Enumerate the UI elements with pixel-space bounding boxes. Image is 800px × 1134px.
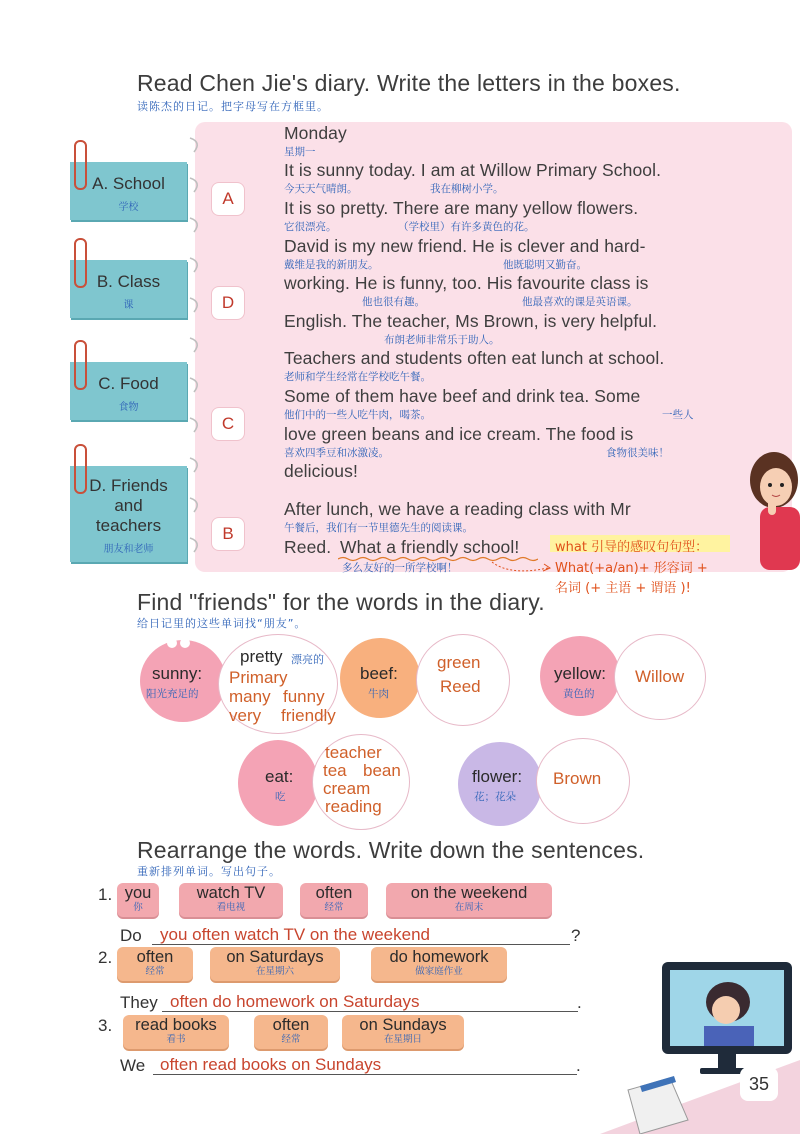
answer-line [162, 1011, 578, 1012]
word-flower-zh: 花；花朵 [474, 791, 516, 803]
item-3-answer[interactable]: often read books on Sundays [160, 1055, 382, 1074]
chip-label: often [136, 948, 174, 966]
diary-line-11-b: What a friendly school! [340, 537, 520, 557]
grammar-note-3: 名词 (+ 主语 + 谓语 )! [555, 581, 691, 596]
item-1-end: ? [571, 926, 581, 945]
tag-friends-line1: D. Friends [89, 476, 168, 495]
answer-line [152, 944, 570, 945]
diary-line-10: After lunch, we have a reading class with Mr [284, 499, 631, 519]
grammar-note-2: What(+a/an)+ 形容词 + [555, 561, 708, 576]
chip-zh: 看电视 [216, 902, 246, 913]
word-chip [123, 1015, 229, 1049]
tag-food [70, 362, 187, 420]
section1-subtitle: 读陈杰的日记。把字母写在方框里。 [137, 100, 329, 113]
diary-line-8: love green beans and ice cream. The food is [284, 424, 634, 444]
binder-rings [186, 130, 206, 570]
grammar-note-1: what 引导的感叹句句型： [555, 540, 709, 555]
item-2-number: 2. [98, 948, 113, 967]
friend-primary: Primary [229, 668, 288, 687]
item-3-lead: We [120, 1056, 146, 1075]
tag-friends-zh: 朋友和老师 [103, 544, 154, 555]
chip-label: often [315, 884, 353, 902]
tag-friends-teachers [70, 466, 187, 562]
tag-food-label: C. Food [98, 374, 159, 393]
item-1-lead: Do [120, 926, 142, 945]
tag-food-zh: 食物 [118, 402, 139, 413]
friend-teacher: teacher [325, 743, 382, 762]
tag-school [70, 162, 187, 220]
section2-title: Find "friends" for the words in the diary. [137, 589, 545, 615]
paperclip-icon [74, 238, 87, 288]
chip-zh: 经常 [281, 1034, 301, 1045]
chip-zh: 在周末 [454, 902, 484, 913]
tag-school-label: A. School [92, 174, 165, 193]
word-chip [371, 947, 507, 981]
section1-title: Read Chen Jie's diary. Write the letters in the boxes. [137, 70, 681, 96]
tag-friends-line3: teachers [95, 516, 162, 535]
word-eat-zh: 吃 [275, 791, 286, 803]
diary-line-5-zh: 布朗老师非常乐于助人。 [384, 334, 500, 346]
diary-line-4-zh-b: 他最喜欢的课是英语课。 [522, 296, 638, 308]
word-yellow: yellow: [554, 664, 606, 683]
friend-brown: Brown [553, 769, 602, 788]
word-chip [254, 1015, 328, 1049]
friend-funny: funny [283, 687, 325, 706]
diary-line-2-zh-b: （学校里）有许多黄色的花。 [398, 221, 535, 233]
answer-box-3[interactable]: C [212, 408, 244, 440]
item-3-end: . [576, 1056, 581, 1075]
diary-line-7-zh-b: 一些人 [662, 409, 694, 421]
section3-subtitle: 重新排列单词。写出句子。 [137, 865, 281, 878]
diary-line-11-zh: 多么友好的一所学校啊！ [342, 562, 458, 574]
section2-subtitle: 给日记里的这些单词找“朋友”。 [137, 617, 307, 630]
tag-class-label: B. Class [96, 272, 161, 291]
friend-pretty-zh: 漂亮的 [291, 653, 324, 666]
diary-line-1-zh-b: 我在柳树小学。 [430, 183, 504, 195]
diary-line-3-zh-a: 戴维是我的新朋友。 [284, 259, 379, 271]
word-chip [117, 947, 193, 981]
answer-box-2[interactable]: D [212, 287, 244, 319]
arrow-icon [490, 558, 555, 576]
word-beef-zh: 牛肉 [368, 688, 389, 700]
chip-label: read books [135, 1016, 217, 1034]
word-flower: flower: [472, 767, 523, 786]
friend-pretty: pretty [240, 647, 283, 666]
diary-day: Monday [284, 123, 347, 143]
diary-line-1-zh-a: 今天天气晴朗。 [284, 183, 358, 195]
friend-very: very [229, 706, 262, 725]
item-2-answer[interactable]: often do homework on Saturdays [170, 992, 420, 1011]
word-sunny-zh: 阳光充足的 [146, 688, 199, 700]
chip-zh: 做家庭作业 [415, 966, 463, 977]
chip-zh: 你 [133, 902, 143, 913]
word-eat: eat: [265, 767, 294, 786]
friend-cream: cream [323, 779, 371, 798]
word-sunny: sunny: [152, 664, 203, 683]
diary-line-5: English. The teacher, Ms Brown, is very helpful. [284, 311, 658, 331]
item-1-answer[interactable]: you often watch TV on the weekend [160, 925, 430, 944]
chip-label: you [124, 884, 152, 902]
friend-friendly: friendly [281, 706, 336, 725]
answer-box-4[interactable]: B [212, 518, 244, 550]
word-chip [179, 883, 283, 917]
diary-line-6-zh: 老师和学生经常在学校吃午餐。 [284, 371, 431, 383]
chip-zh: 经常 [324, 902, 344, 913]
friend-green: green [437, 653, 481, 672]
chip-label: on the weekend [410, 884, 528, 902]
friend-reed: Reed [440, 677, 481, 696]
chip-zh: 在星期日 [383, 1034, 422, 1045]
paperclip-icon [74, 444, 87, 494]
tag-school-zh: 学校 [118, 202, 139, 213]
item-2-lead: They [120, 993, 158, 1012]
diary-line-4-zh-a: 他也很有趣。 [362, 296, 425, 308]
chip-label: watch TV [196, 884, 266, 902]
diary-line-8-zh-b: 食物很美味！ [606, 447, 669, 459]
diary-line-10-zh: 午餐后，我们有一节里德先生的阅读课。 [284, 522, 473, 534]
chip-label: on Sundays [359, 1016, 447, 1034]
friend-tea: tea [323, 761, 347, 780]
tag-friends-line2: and [114, 496, 143, 515]
word-chip [210, 947, 340, 981]
girl-illustration [740, 445, 800, 570]
tag-class-zh: 课 [123, 300, 134, 311]
diary-day-zh: 星期一 [284, 146, 316, 158]
diary-line-3: David is my new friend. He is clever and hard- [284, 236, 646, 256]
word-chip [300, 883, 368, 917]
tag-class [70, 260, 187, 318]
diary-line-4: working. He is funny, too. His favourite class is [284, 273, 649, 293]
diary-line-7: Some of them have beef and drink tea. Some [284, 386, 641, 406]
chip-label: on Saturdays [226, 948, 324, 966]
friend-many: many [229, 687, 271, 706]
answer-box-1[interactable]: A [212, 183, 244, 215]
chip-zh: 看书 [166, 1034, 186, 1045]
friend-reading: reading [325, 797, 382, 816]
item-3-number: 3. [98, 1016, 113, 1035]
answer-line [153, 1074, 577, 1075]
item-1-number: 1. [98, 885, 113, 904]
diary-line-7-zh-a: 他们中的一些人吃牛肉，喝茶。 [284, 409, 431, 421]
paperclip-icon [74, 140, 87, 190]
item-2-end: . [577, 993, 582, 1012]
chip-zh: 在星期六 [255, 966, 294, 977]
friend-willow: Willow [635, 667, 685, 686]
boy-computer-illustration [600, 940, 800, 1134]
chip-label: do homework [389, 948, 489, 966]
diary-line-2-zh-a: 它很漂亮。 [284, 221, 337, 233]
word-yellow-zh: 黄色的 [563, 688, 595, 700]
eyes-icon [167, 638, 177, 648]
diary-line-9: delicious! [284, 461, 358, 481]
diary-line-6: Teachers and students often eat lunch at school. [284, 348, 665, 368]
word-beef: beef: [360, 664, 398, 683]
paperclip-icon [74, 340, 87, 390]
chip-label: often [272, 1016, 310, 1034]
diary-line-3-zh-b: 他既聪明又勤奋。 [503, 259, 587, 271]
section3-title: Rearrange the words. Write down the sentences. [137, 837, 645, 863]
diary-line-8-zh-a: 喜欢四季豆和冰激凌。 [284, 447, 389, 459]
word-chip [386, 883, 552, 917]
diary-line-2: It is so pretty. There are many yellow flowers. [284, 198, 639, 218]
page-number: 35 [740, 1067, 778, 1101]
word-chip [117, 883, 159, 917]
diary-line-11-a: Reed. [284, 537, 332, 557]
diary-line-1: It is sunny today. I am at Willow Primary School. [284, 160, 662, 180]
chip-zh: 经常 [145, 966, 165, 977]
friend-bean: bean [363, 761, 401, 780]
word-chip [342, 1015, 464, 1049]
